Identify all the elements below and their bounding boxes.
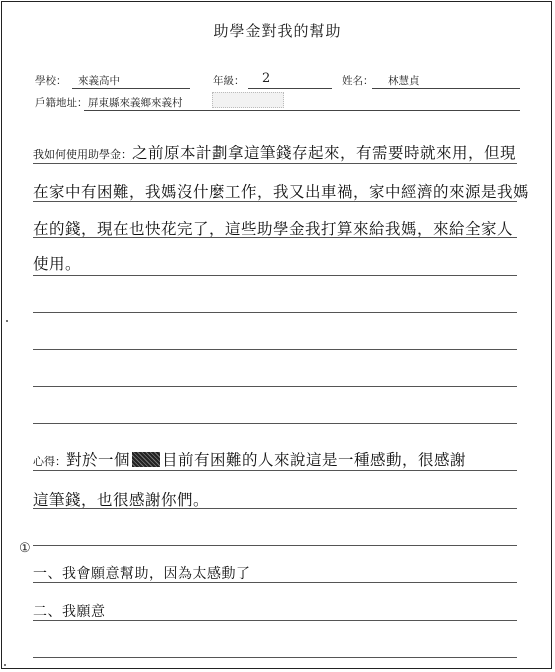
margin-mark: ① [19,541,31,556]
ruled-line [33,237,517,238]
scan-speck [6,320,8,322]
usage-label: 我如何使用助學金： [33,148,132,161]
answer-item-1: 一、我會願意幫助，因為太感動了 [33,566,251,582]
ruled-line [33,386,517,387]
ruled-line [33,657,517,658]
grade-value: 2 [262,71,271,86]
school-label: 學校： [35,75,67,87]
grade-underline [248,88,332,89]
ruled-line [33,508,517,509]
redacted-address [212,92,284,108]
school-value: 來義高中 [78,75,120,87]
name-value: 林慧貞 [388,75,420,87]
thoughts-line-1 [33,448,466,470]
ruled-line [33,275,517,276]
thoughts-text-1b: 目前有困難的人來說這是一種感動，很感謝 [162,451,467,469]
ruled-line [33,582,517,583]
page-title: 助學金對我的幫助 [213,22,342,40]
ruled-line [33,620,517,621]
address-value: 屏東縣來義鄉來義村 [88,97,183,109]
school-underline [72,88,190,89]
address-underline [84,110,520,111]
usage-line-2: 在家中有困難，我媽沒什麼工作，我又出車禍，家中經濟的來源是我媽 [33,183,530,201]
ruled-line [33,545,517,546]
usage-line-4: 使用。 [33,255,82,273]
usage-line-3: 在的錢，現在也快花完了，這些助學金我打算來給我媽，來給全家人 [33,220,514,238]
name-label: 姓名： [342,75,374,87]
scan-speck [4,664,6,666]
ruled-line [33,349,517,350]
ruled-line [33,201,517,202]
ruled-line [33,423,517,424]
ruled-line [33,163,517,164]
thoughts-label: 心得： [33,455,66,468]
grade-label: 年級： [213,75,245,87]
thoughts-line-2: 這筆錢，也很感謝你們。 [33,491,210,509]
ruled-line [33,312,517,313]
scribbled-out-word [132,452,160,467]
thoughts-text-1a: 對於一個 [66,451,131,469]
usage-text-1: 之前原本計劃拿這筆錢存起來，有需要時就來用，但現 [132,144,517,162]
usage-line-1 [33,141,516,163]
answer-item-2: 二、我願意 [33,604,106,620]
name-underline [372,88,520,89]
ruled-line [33,470,517,471]
address-label: 戶籍地址： [35,97,88,109]
